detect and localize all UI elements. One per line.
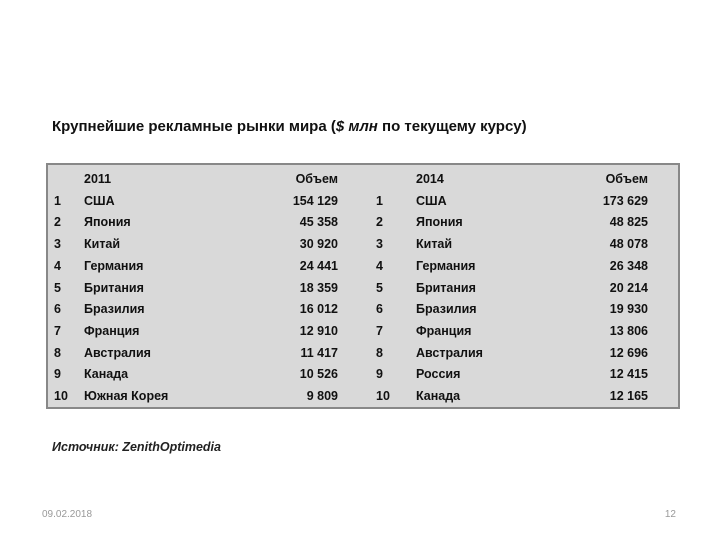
- volume-2014: 12 165: [609, 389, 648, 403]
- table-header-row: [48, 169, 678, 191]
- table-row: [48, 299, 678, 321]
- volume-2014: 26 348: [609, 258, 648, 273]
- country-2011: Британия: [84, 280, 144, 295]
- country-2011: Южная Корея: [84, 389, 169, 403]
- volume-2014: 173 629: [602, 193, 648, 208]
- volume-2011: 11 417: [300, 345, 338, 360]
- country-2014: Австралия: [416, 345, 483, 360]
- rank-2011: 9: [54, 367, 61, 382]
- rank-2014: 3: [376, 237, 383, 252]
- volume-2014: 19 930: [609, 302, 648, 317]
- title-unit: $ млн: [335, 118, 378, 135]
- volume-2014: 48 078: [609, 237, 648, 252]
- rank-2011: 1: [54, 193, 61, 208]
- volume-2014: 12 696: [609, 345, 648, 360]
- title-rest: по текущему курсу): [377, 118, 527, 135]
- rank-2011: 5: [54, 280, 61, 295]
- rank-2014: 5: [376, 280, 383, 295]
- rank-2011: 3: [54, 237, 61, 252]
- volume-2014: 13 806: [609, 323, 648, 338]
- page-number: 12: [664, 509, 676, 520]
- table-row: [48, 364, 678, 386]
- header-volume-2011: Объем: [295, 172, 338, 186]
- country-2014: Германия: [416, 258, 476, 273]
- table-row: [48, 191, 678, 213]
- country-2014: Франция: [416, 323, 472, 338]
- volume-2011: 12 910: [299, 323, 338, 338]
- table-row: [48, 212, 678, 234]
- rank-2011: 4: [54, 258, 61, 273]
- country-2011: Япония: [84, 215, 131, 230]
- rank-2014: 8: [376, 345, 383, 360]
- ad-markets-table: [46, 163, 680, 409]
- volume-2011: 45 358: [299, 215, 338, 230]
- volume-2011: 24 441: [299, 258, 338, 273]
- country-2014: Бразилия: [416, 302, 477, 317]
- rank-2011: 2: [54, 215, 61, 230]
- header-year-2011: 2011: [84, 172, 112, 186]
- table-row: [48, 256, 678, 278]
- country-2014: Россия: [416, 367, 461, 382]
- rank-2011: 6: [54, 302, 61, 317]
- volume-2011: 9 809: [306, 389, 338, 403]
- volume-2014: 12 415: [609, 367, 648, 382]
- table-row: [48, 386, 678, 408]
- rank-2014: 2: [376, 215, 383, 230]
- country-2011: Франция: [84, 323, 140, 338]
- header-year-2014: 2014: [416, 172, 444, 186]
- table-row: [48, 234, 678, 256]
- header-volume-2014: Объем: [605, 172, 648, 186]
- volume-2014: 20 214: [609, 280, 648, 295]
- footer-date: 09.02.2018: [42, 509, 93, 520]
- country-2014: Британия: [416, 280, 476, 295]
- country-2014: Япония: [416, 215, 463, 230]
- rank-2014: 4: [376, 258, 383, 273]
- country-2014: США: [416, 193, 447, 208]
- title-main: Крупнейшие рекламные рынки мира (: [52, 118, 336, 135]
- country-2011: Китай: [84, 237, 121, 252]
- country-2014: Канада: [416, 389, 461, 403]
- rank-2014: 9: [376, 367, 383, 382]
- country-2011: Бразилия: [84, 302, 145, 317]
- rank-2014: 1: [376, 193, 383, 208]
- volume-2011: 10 526: [299, 367, 338, 382]
- rank-2014: 10: [376, 389, 390, 403]
- country-2014: Китай: [416, 237, 453, 252]
- rank-2011: 10: [54, 389, 68, 403]
- rank-2011: 7: [54, 323, 61, 338]
- table-row: [48, 343, 678, 365]
- source-note: Источник: ZenithOptimedia: [52, 440, 221, 454]
- rank-2014: 6: [376, 302, 383, 317]
- table-row: [48, 278, 678, 300]
- volume-2014: 48 825: [609, 215, 648, 230]
- rank-2011: 8: [54, 345, 61, 360]
- volume-2011: 154 129: [292, 193, 338, 208]
- table-row: [48, 321, 678, 343]
- country-2011: Австралия: [84, 345, 151, 360]
- rank-2014: 7: [376, 323, 383, 338]
- volume-2011: 30 920: [299, 237, 338, 252]
- volume-2011: 18 359: [299, 280, 338, 295]
- country-2011: США: [84, 193, 115, 208]
- slide-title: [52, 118, 527, 135]
- volume-2011: 16 012: [299, 302, 338, 317]
- country-2011: Канада: [84, 367, 129, 382]
- country-2011: Германия: [84, 258, 144, 273]
